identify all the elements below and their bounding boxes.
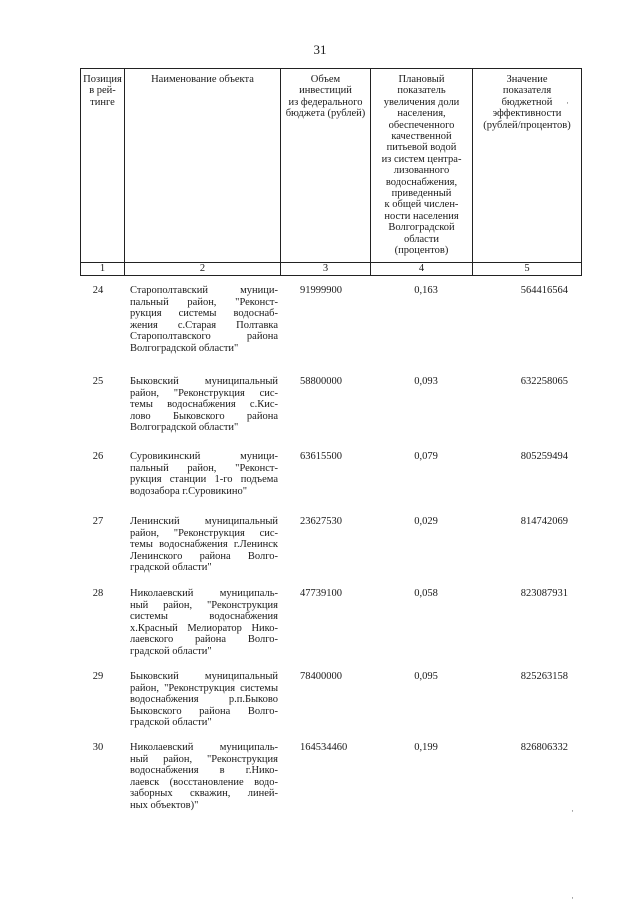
row-position: 26 [92,451,104,462]
scan-speck: · [571,806,574,816]
column-number: 1 [99,263,106,274]
text-line: заборных скважин, линей- [130,788,278,800]
page-number: 31 [313,42,327,57]
row-position: 27 [92,516,104,527]
row-object-name [130,671,278,729]
text-line: Быковский муниципальный [130,671,278,682]
row-investment: 63615500 [300,451,342,462]
text-line: из федерального [288,96,363,108]
text-line: Старополтавский муници- [130,285,278,296]
row-planned-share: 0,079 [414,451,438,462]
row-efficiency: 823087931 [520,588,568,599]
row-object-name [130,451,278,497]
header-object-name [125,74,280,85]
numbering-bottom-border [80,275,582,276]
text-line: Быковский муниципальный [130,376,278,387]
text-line: из систем центра- [381,153,462,165]
text-line: области [403,233,440,245]
text-line: ных объектов)" [130,799,199,811]
text-line: Плановый [398,74,445,85]
text-line: приведенный [391,188,452,200]
row-object-name [130,516,278,574]
row-investment: 164534460 [300,742,348,753]
row-planned-share: 0,199 [414,742,438,753]
header-efficiency [473,74,581,131]
text-line: Волгоградской области" [130,342,239,354]
text-line: район, "Реконструкция сис- [130,387,278,399]
row-position: 28 [92,588,104,599]
scan-speck: · [571,893,574,903]
text-line: Объем [310,74,341,85]
text-line: район, "Реконструкция системы [130,682,278,694]
text-line: инвестиций [299,85,352,97]
row-planned-share: 0,093 [414,376,438,387]
row-position: 24 [92,285,104,296]
row-planned-share: 0,058 [414,588,438,599]
row-investment: 23627530 [300,516,342,527]
row-efficiency: 632258065 [520,376,568,387]
text-line: показателя [502,85,552,97]
row-object-name [130,742,278,812]
text-line: ный район, "Реконструкция [130,599,278,611]
table-top-border [80,68,582,69]
row-object-name [130,588,278,658]
row-investment: 91999900 [300,285,342,296]
row-position: 29 [92,671,104,682]
scan-speck: · [566,98,569,108]
text-line: лово Быковского района [130,410,278,422]
header-position [81,74,124,108]
row-planned-share: 0,095 [414,671,438,682]
text-line: обеспеченного [388,119,455,131]
text-line: бюджетной [501,96,553,108]
text-line: эффективности [492,108,562,120]
text-line: водозабора г.Суровикино" [130,485,248,497]
text-line: район, "Реконструкция сис- [130,527,278,539]
text-line: увеличения доли [383,96,460,108]
text-line: градской области" [130,562,212,574]
text-line: градской области" [130,645,212,657]
row-efficiency: 805259494 [520,451,568,462]
text-line: Позиция [83,74,122,85]
text-line: Волгоградской области" [130,422,239,434]
text-line: лаевск (восстановление водо- [130,776,278,788]
text-line: пальный район, "Реконст- [130,296,278,308]
text-line: системы водоснабжения [130,611,278,623]
header-planned-share [371,74,472,257]
row-object-name [130,376,278,434]
column-divider [581,68,582,275]
row-position: 25 [92,376,104,387]
text-line: бюджета (рублей) [285,108,366,120]
column-number: 5 [524,263,530,274]
row-object-name [130,285,278,355]
text-line: темы водоснабжения г.Ленинск [130,539,278,551]
column-divider [124,68,125,275]
header-investment [281,74,370,120]
text-line: жения с.Старая Полтавка [130,319,278,331]
text-line: населения, [397,108,446,120]
text-line: Ленинского района Волго- [130,550,278,562]
row-investment: 58800000 [300,376,342,387]
text-line: (рублей/процентов) [483,119,571,131]
text-line: лаевского района Волго- [130,634,278,646]
text-line: Наименование объекта [151,74,254,85]
row-efficiency: 825263158 [520,671,568,682]
text-line: тинге [90,96,115,108]
text-line: градской области" [130,717,212,729]
row-investment: 78400000 [300,671,342,682]
text-line: водоснабжения в г.Нико- [130,765,278,777]
text-line: качественной [391,131,452,143]
text-line: ный район, "Реконструкция [130,753,278,765]
text-line: Волгоградской [388,222,455,234]
text-line: Значение [506,74,548,85]
text-line: ности населения [384,210,459,222]
row-planned-share: 0,029 [414,516,438,527]
text-line: водоснабжения, [385,176,458,188]
row-efficiency: 826806332 [520,742,568,753]
column-number: 2 [199,263,206,274]
text-line: (процентов) [394,245,449,257]
text-line: показатель [397,85,446,97]
text-line: Старополтавского района [130,331,278,343]
text-line: Быковского района Волго- [130,705,278,717]
text-line: водоснабжения р.п.Быково [130,694,278,706]
text-line: питьевой водой [386,142,457,154]
text-line: рукция системы водоснаб- [130,308,278,320]
text-line: к общей числен- [384,199,459,211]
text-line: лизованного [393,165,450,177]
text-line: Ленинский муниципальный [130,516,278,527]
row-position: 30 [92,742,104,753]
row-efficiency: 564416564 [520,285,568,296]
text-line: х.Красный Мелиоратор Нико- [130,622,278,634]
text-line: в рей- [89,85,116,97]
row-investment: 47739100 [300,588,342,599]
column-number: 4 [418,263,425,274]
row-efficiency: 814742069 [520,516,568,527]
text-line: темы водоснабжения с.Кис- [130,399,278,411]
text-line: рукция станции 1-го подъема [130,474,278,486]
column-number: 3 [322,263,329,274]
text-line: Николаевский муниципаль- [130,588,278,599]
text-line: Суровикинский муници- [130,451,278,462]
text-line: Николаевский муниципаль- [130,742,278,753]
text-line: пальный район, "Реконст- [130,462,278,474]
row-planned-share: 0,163 [414,285,438,296]
